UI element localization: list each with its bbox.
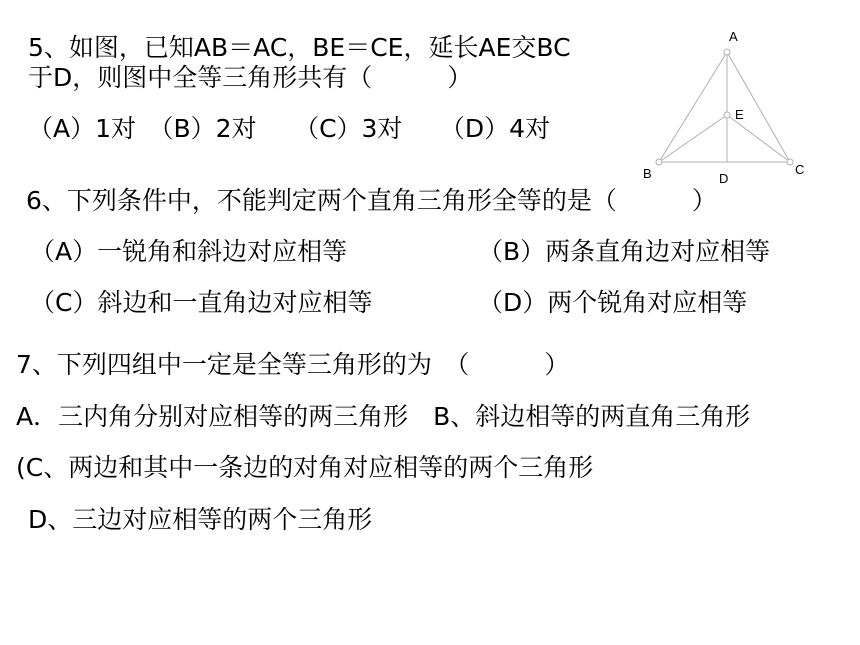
q5-stem-line1: 5、如图，已知AB＝AC，BE＝CE，延长AE交BC — [28, 33, 571, 62]
q7-option-c: (C、两边和其中一条边的对角对应相等的两个三角形 — [16, 453, 594, 482]
q6-option-a: （A）一锐角和斜边对应相等 — [30, 237, 348, 266]
q5-stem-line2: 于D，则图中全等三角形共有（ ） — [28, 63, 473, 92]
segment-ab — [659, 52, 727, 162]
q6-stem: 6、下列条件中，不能判定两个直角三角形全等的是（ ） — [26, 186, 717, 215]
point-c — [787, 159, 793, 165]
q6-option-c: （C）斜边和一直角边对应相等 — [30, 288, 373, 317]
label-b: B — [643, 166, 652, 181]
label-d: D — [719, 171, 729, 186]
point-a — [724, 49, 730, 55]
label-a: A — [729, 29, 738, 44]
q6-option-b: （B）两条直角边对应相等 — [478, 237, 771, 266]
segment-ce — [727, 115, 790, 162]
label-c: C — [795, 162, 805, 177]
triangle-figure — [630, 22, 860, 192]
q7-stem: 7、下列四组中一定是全等三角形的为 （ ） — [16, 350, 570, 379]
point-b — [656, 159, 662, 165]
q7-option-d: D、三边对应相等的两个三角形 — [28, 505, 373, 534]
q5-options: （A）1对 （B）2对 （C）3对 （D）4对 — [28, 114, 551, 143]
label-e: E — [735, 107, 744, 122]
point-e — [724, 112, 730, 118]
segment-be — [659, 115, 727, 162]
q6-option-d: （D）两个锐角对应相等 — [478, 288, 748, 317]
q7-options-ab: A．三内角分别对应相等的两三角形 B、斜边相等的两直角三角形 — [16, 402, 751, 431]
